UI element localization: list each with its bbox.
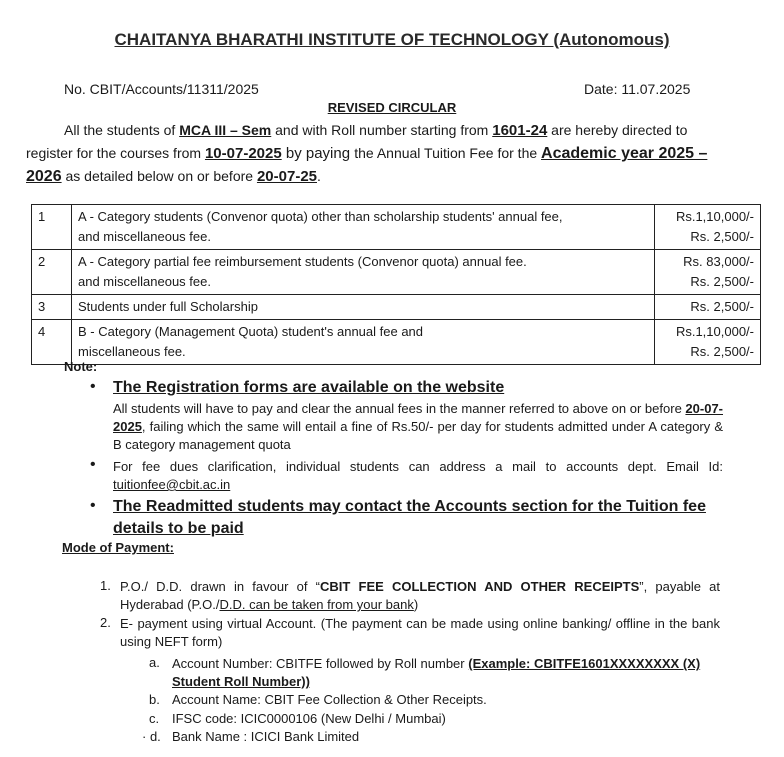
account-number-item <box>172 655 722 691</box>
fee-clarification-note <box>113 458 723 494</box>
amount-line: Rs.1,10,000/- <box>675 324 754 339</box>
item-text: Account Number: CBITFE followed by Roll number <box>172 656 469 671</box>
payment-item-dd <box>120 578 720 614</box>
row-number: 2 <box>32 250 72 295</box>
intro-text: All the students of <box>64 122 180 138</box>
intro-paragraph <box>26 119 726 188</box>
amount-line: Rs. 2,500/- <box>690 274 754 289</box>
readmitted-note: The Readmitted students may contact the Accounts section for the Tuition fee details to be paid <box>113 498 706 537</box>
item-number: 1. <box>100 578 111 593</box>
description-line: Students under full Scholarship <box>78 299 258 314</box>
description-line: A - Category partial fee reimbursement students (Convenor quota) annual fee. <box>78 254 527 269</box>
circular-date: Date: 11.07.2025 <box>584 81 691 97</box>
row-number: 4 <box>32 320 72 365</box>
intro-text: by paying <box>281 145 355 162</box>
item-text: ”, payable at Hyderabad (P.O./ <box>120 579 721 612</box>
row-amount <box>655 295 761 320</box>
intro-text: are hereby directed to register for the courses from <box>26 122 688 161</box>
account-name-item: Account Name: CBIT Fee Collection & Other Receipts. <box>172 692 487 707</box>
intro-text: the Annual Tuition Fee for the <box>354 145 542 161</box>
row-description <box>72 250 655 295</box>
note-heading: Note: <box>64 359 98 374</box>
table-row <box>32 295 761 320</box>
row-number: 1 <box>32 205 72 250</box>
payment-item-epayment: E- payment using virtual Account. (The payment can be made using online banking/ offline in the bank using NEFT form) <box>120 616 720 649</box>
item-text: ) <box>413 597 419 612</box>
table-row <box>32 205 761 250</box>
bullet-icon: • <box>90 378 96 395</box>
description-line: B - Category (Management Quota) student's annual fee and <box>78 324 424 339</box>
description-line: miscellaneous fee. <box>78 344 186 359</box>
note-text: , failing which the same will entail a fine of Rs.50/- per day for students admitted under A category & B category management quota <box>113 419 723 452</box>
bank-name-item: Bank Name : ICICI Bank Limited <box>172 729 360 744</box>
deadline-date: 20-07-2025 <box>113 401 723 434</box>
course-name: MCA III – Sem <box>179 122 272 138</box>
row-description <box>72 320 655 365</box>
bullet-icon: • <box>90 497 96 514</box>
table-row <box>32 320 761 365</box>
amount-line: Rs. 2,500/- <box>690 299 754 314</box>
note-text: All students will have to pay and clear the annual fees in the manner referred to above on or before <box>113 401 686 416</box>
reference-number: No. CBIT/Accounts/11311/2025 <box>64 81 259 97</box>
institute-title: CHAITANYA BHARATHI INSTITUTE OF TECHNOLOGY (Autonomous) <box>114 30 670 49</box>
amount-line: Rs. 2,500/- <box>690 229 754 244</box>
item-text: P.O./ D.D. drawn in favour of “ <box>120 579 320 594</box>
registration-date: 10-07-2025 <box>204 145 282 162</box>
registration-forms-note: The Registration forms are available on the website <box>113 379 505 396</box>
table-row <box>32 250 761 295</box>
academic-year: Academic year 2025 – 2026 <box>26 145 708 185</box>
row-number: 3 <box>32 295 72 320</box>
email-link[interactable]: tuitionfee@cbit.ac.in <box>113 477 231 492</box>
row-description <box>72 205 655 250</box>
ifsc-item: IFSC code: ICIC0000106 (New Delhi / Mumbai) <box>172 711 446 726</box>
payment-heading: Mode of Payment: <box>62 540 174 555</box>
sub-item-letter: · d. <box>142 729 161 744</box>
account-example: (Example: CBITFE1601XXXXXXXX (X) Student Roll Number)) <box>172 656 701 689</box>
intro-text: as detailed below on or before <box>61 168 257 184</box>
sub-item-letter: a. <box>149 655 160 670</box>
sub-item-letter: b. <box>149 692 160 707</box>
description-line: and miscellaneous fee. <box>78 229 211 244</box>
description-line: and miscellaneous fee. <box>78 274 211 289</box>
amount-line: Rs. 83,000/- <box>683 254 754 269</box>
note-text: For fee dues clarification, individual students can address a mail to accounts dept. Email Id: <box>113 459 723 474</box>
amount-line: Rs.1,10,000/- <box>675 209 754 224</box>
fee-table <box>31 204 761 365</box>
intro-text: and with Roll number starting from <box>271 122 493 138</box>
roll-prefix: 1601-24 <box>492 122 548 139</box>
fee-deadline-note <box>113 400 723 454</box>
due-date: 20-07-25 <box>256 168 317 185</box>
sub-item-letter: c. <box>149 711 160 726</box>
circular-subtitle: REVISED CIRCULAR <box>327 100 457 115</box>
amount-line: Rs. 2,500/- <box>690 344 754 359</box>
row-amount <box>655 320 761 365</box>
row-amount <box>655 205 761 250</box>
payee-name: CBIT FEE COLLECTION AND OTHER RECEIPTS <box>319 579 640 594</box>
dd-bank-note: D.D. can be taken from your bank <box>219 597 414 612</box>
intro-text: . <box>317 168 321 184</box>
item-number: 2. <box>100 615 111 630</box>
description-line: A - Category students (Convenor quota) other than scholarship students' annual fee, <box>78 209 563 224</box>
row-description <box>72 295 655 320</box>
row-amount <box>655 250 761 295</box>
bullet-icon: • <box>90 456 96 473</box>
